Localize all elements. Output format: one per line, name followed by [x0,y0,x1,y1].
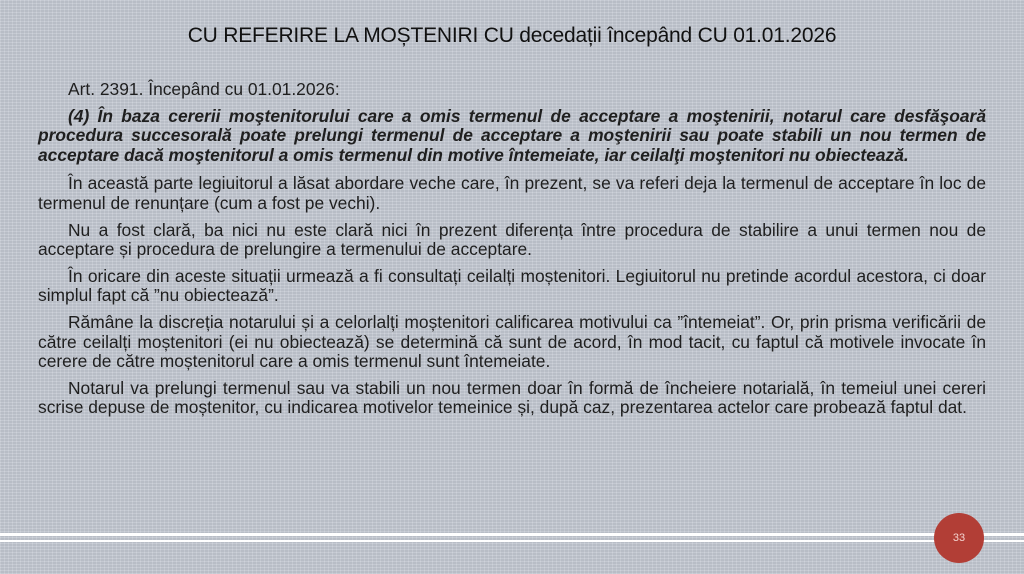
paragraph: În această parte legiuitorul a lăsat abordare veche care, în prezent, se va referi deja la termenul de acceptare în loc de termenul de renunțare (cum a fost pe vechi). [38,173,986,213]
page-number-badge: 33 [934,513,984,563]
paragraph: Notarul va prelungi termenul sau va stabili un nou termen doar în formă de încheiere notarială, în temeiul unei cereri scrise depuse de moștenitor, cu indicarea motivelor temeinice și, după caz, prezentarea actelor care probează faptul dat. [38,377,986,418]
paragraph: În oricare din aceste situații urmează a fi consultați ceilalți moștenitori. Legiuitorul nu pretinde acordul acestora, ci doar simplul fapt că ”nu obiectează”. [38,265,986,306]
footer-divider [0,533,1024,536]
law-quote: (4) În baza cererii moştenitorului care a omis termenul de acceptare a moştenirii, notarul care desfăşoară procedura succesorală poate prelungi termenul de acceptare a moştenirii sau poate stabili un nou termen de acceptare dacă moştenitorul a omis termenul din motive întemeiate, iar ceilalţi moştenitori nu obiectează. [38,105,986,165]
slide-body [38,80,986,425]
paragraph: Rămâne la discreția notarului și a celorlalți moștenitori calificarea motivului ca ”întemeiat”. Or, prin prisma verificării de către ceilalți moștenitori (ei nu obiectează) se determină că sunt de acord, în mod tacit, cu faptul că motivele invocate în cerere de către moștenitorul care a omis termenul sunt întemeiate. [38,311,986,372]
footer-divider [0,540,1024,542]
article-heading: Art. 2391. Începând cu 01.01.2026: [68,79,340,99]
slide-title: CU REFERIRE LA MOȘTENIRI CU decedații începând CU 01.01.2026 [187,24,837,47]
paragraph: Nu a fost clară, ba nici nu este clară nici în prezent diferența între procedura de stabilire a unui termen nou de acceptare și procedura de prelungire a termenului de acceptare. [38,219,986,260]
